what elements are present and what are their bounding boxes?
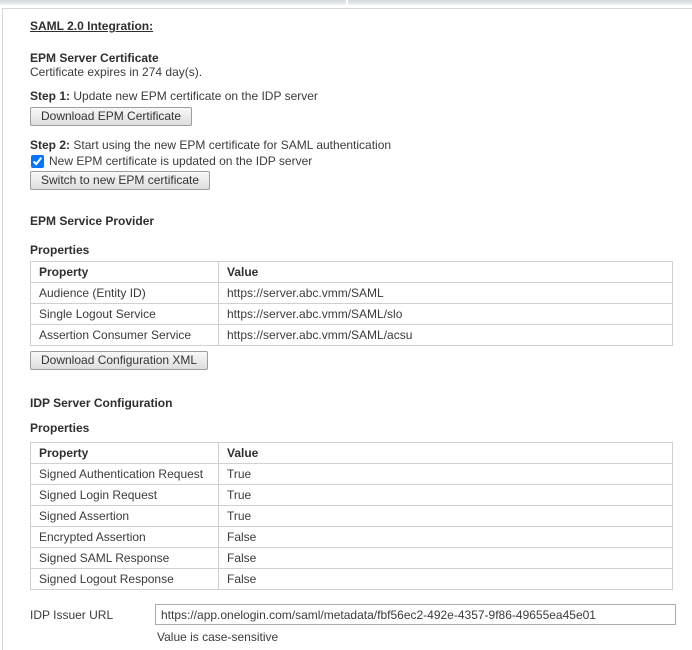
idp-issuer-url-label: IDP Issuer URL (30, 607, 114, 622)
sp-properties-label: Properties (30, 243, 90, 257)
table-cell: False (219, 527, 673, 548)
table-cell: True (219, 464, 673, 485)
table-row (31, 325, 673, 346)
table-cell: Signed Assertion (31, 506, 219, 527)
table-row (31, 506, 673, 527)
page-title: SAML 2.0 Integration: (30, 19, 154, 33)
table-cell: https://server.abc.vmm/SAML/acsu (219, 325, 673, 346)
table-cell: https://server.abc.vmm/SAML/slo (219, 304, 673, 325)
table-header-cell: Value (219, 262, 673, 283)
table-row (31, 304, 673, 325)
table-row (31, 464, 673, 485)
idp-server-configuration-heading: IDP Server Configuration (30, 396, 173, 410)
step1-label: Step 1: (30, 89, 71, 103)
table-cell: Signed SAML Response (31, 548, 219, 569)
step2-label: Step 2: (30, 138, 71, 152)
table-row (31, 569, 673, 590)
certificate-expiry-text: Certificate expires in 274 day(s). (30, 65, 203, 79)
table-cell: Assertion Consumer Service (31, 325, 219, 346)
new-certificate-updated-row (30, 154, 692, 169)
saml-integration-panel (2, 8, 692, 650)
table-cell: False (219, 569, 673, 590)
idp-properties-label: Properties (30, 421, 90, 435)
table-header-cell: Property (31, 443, 219, 464)
table-header-cell: Value (219, 443, 673, 464)
table-row (31, 548, 673, 569)
new-certificate-updated-checkbox[interactable] (31, 155, 44, 168)
idp-issuer-url-row (30, 604, 692, 625)
table-header-row (31, 262, 673, 283)
table-cell: Encrypted Assertion (31, 527, 219, 548)
service-provider-properties-table (30, 261, 673, 346)
table-cell: https://server.abc.vmm/SAML (219, 283, 673, 304)
table-row (31, 283, 673, 304)
switch-to-new-epm-certificate-button[interactable]: Switch to new EPM certificate (30, 171, 210, 190)
table-header-cell: Property (31, 262, 219, 283)
tab-edge-left (0, 0, 346, 5)
tab-bar-edge (0, 0, 692, 5)
table-cell: Signed Login Request (31, 485, 219, 506)
table-cell: Audience (Entity ID) (31, 283, 219, 304)
table-cell: True (219, 485, 673, 506)
step1-text: Update new EPM certificate on the IDP server (70, 89, 318, 103)
download-configuration-xml-button[interactable]: Download Configuration XML (30, 351, 208, 370)
table-cell: False (219, 548, 673, 569)
step2-instruction (30, 138, 692, 152)
idp-issuer-url-input[interactable] (155, 604, 676, 625)
idp-configuration-properties-table (30, 442, 673, 590)
table-cell: Single Logout Service (31, 304, 219, 325)
table-cell: Signed Authentication Request (31, 464, 219, 485)
table-header-row (31, 443, 673, 464)
step1-instruction (30, 89, 692, 103)
epm-server-certificate-heading: EPM Server Certificate (30, 51, 159, 65)
step2-text: Start using the new EPM certificate for SAML authentication (70, 138, 392, 152)
case-sensitive-note: Value is case-sensitive (157, 630, 279, 644)
table-row (31, 485, 673, 506)
table-cell: True (219, 506, 673, 527)
table-cell: Signed Logout Response (31, 569, 219, 590)
tab-edge-right (348, 0, 692, 5)
epm-service-provider-heading: EPM Service Provider (30, 214, 155, 228)
download-epm-certificate-button[interactable]: Download EPM Certificate (30, 107, 192, 126)
table-row (31, 527, 673, 548)
new-certificate-updated-label: New EPM certificate is updated on the IDP server (49, 154, 313, 168)
